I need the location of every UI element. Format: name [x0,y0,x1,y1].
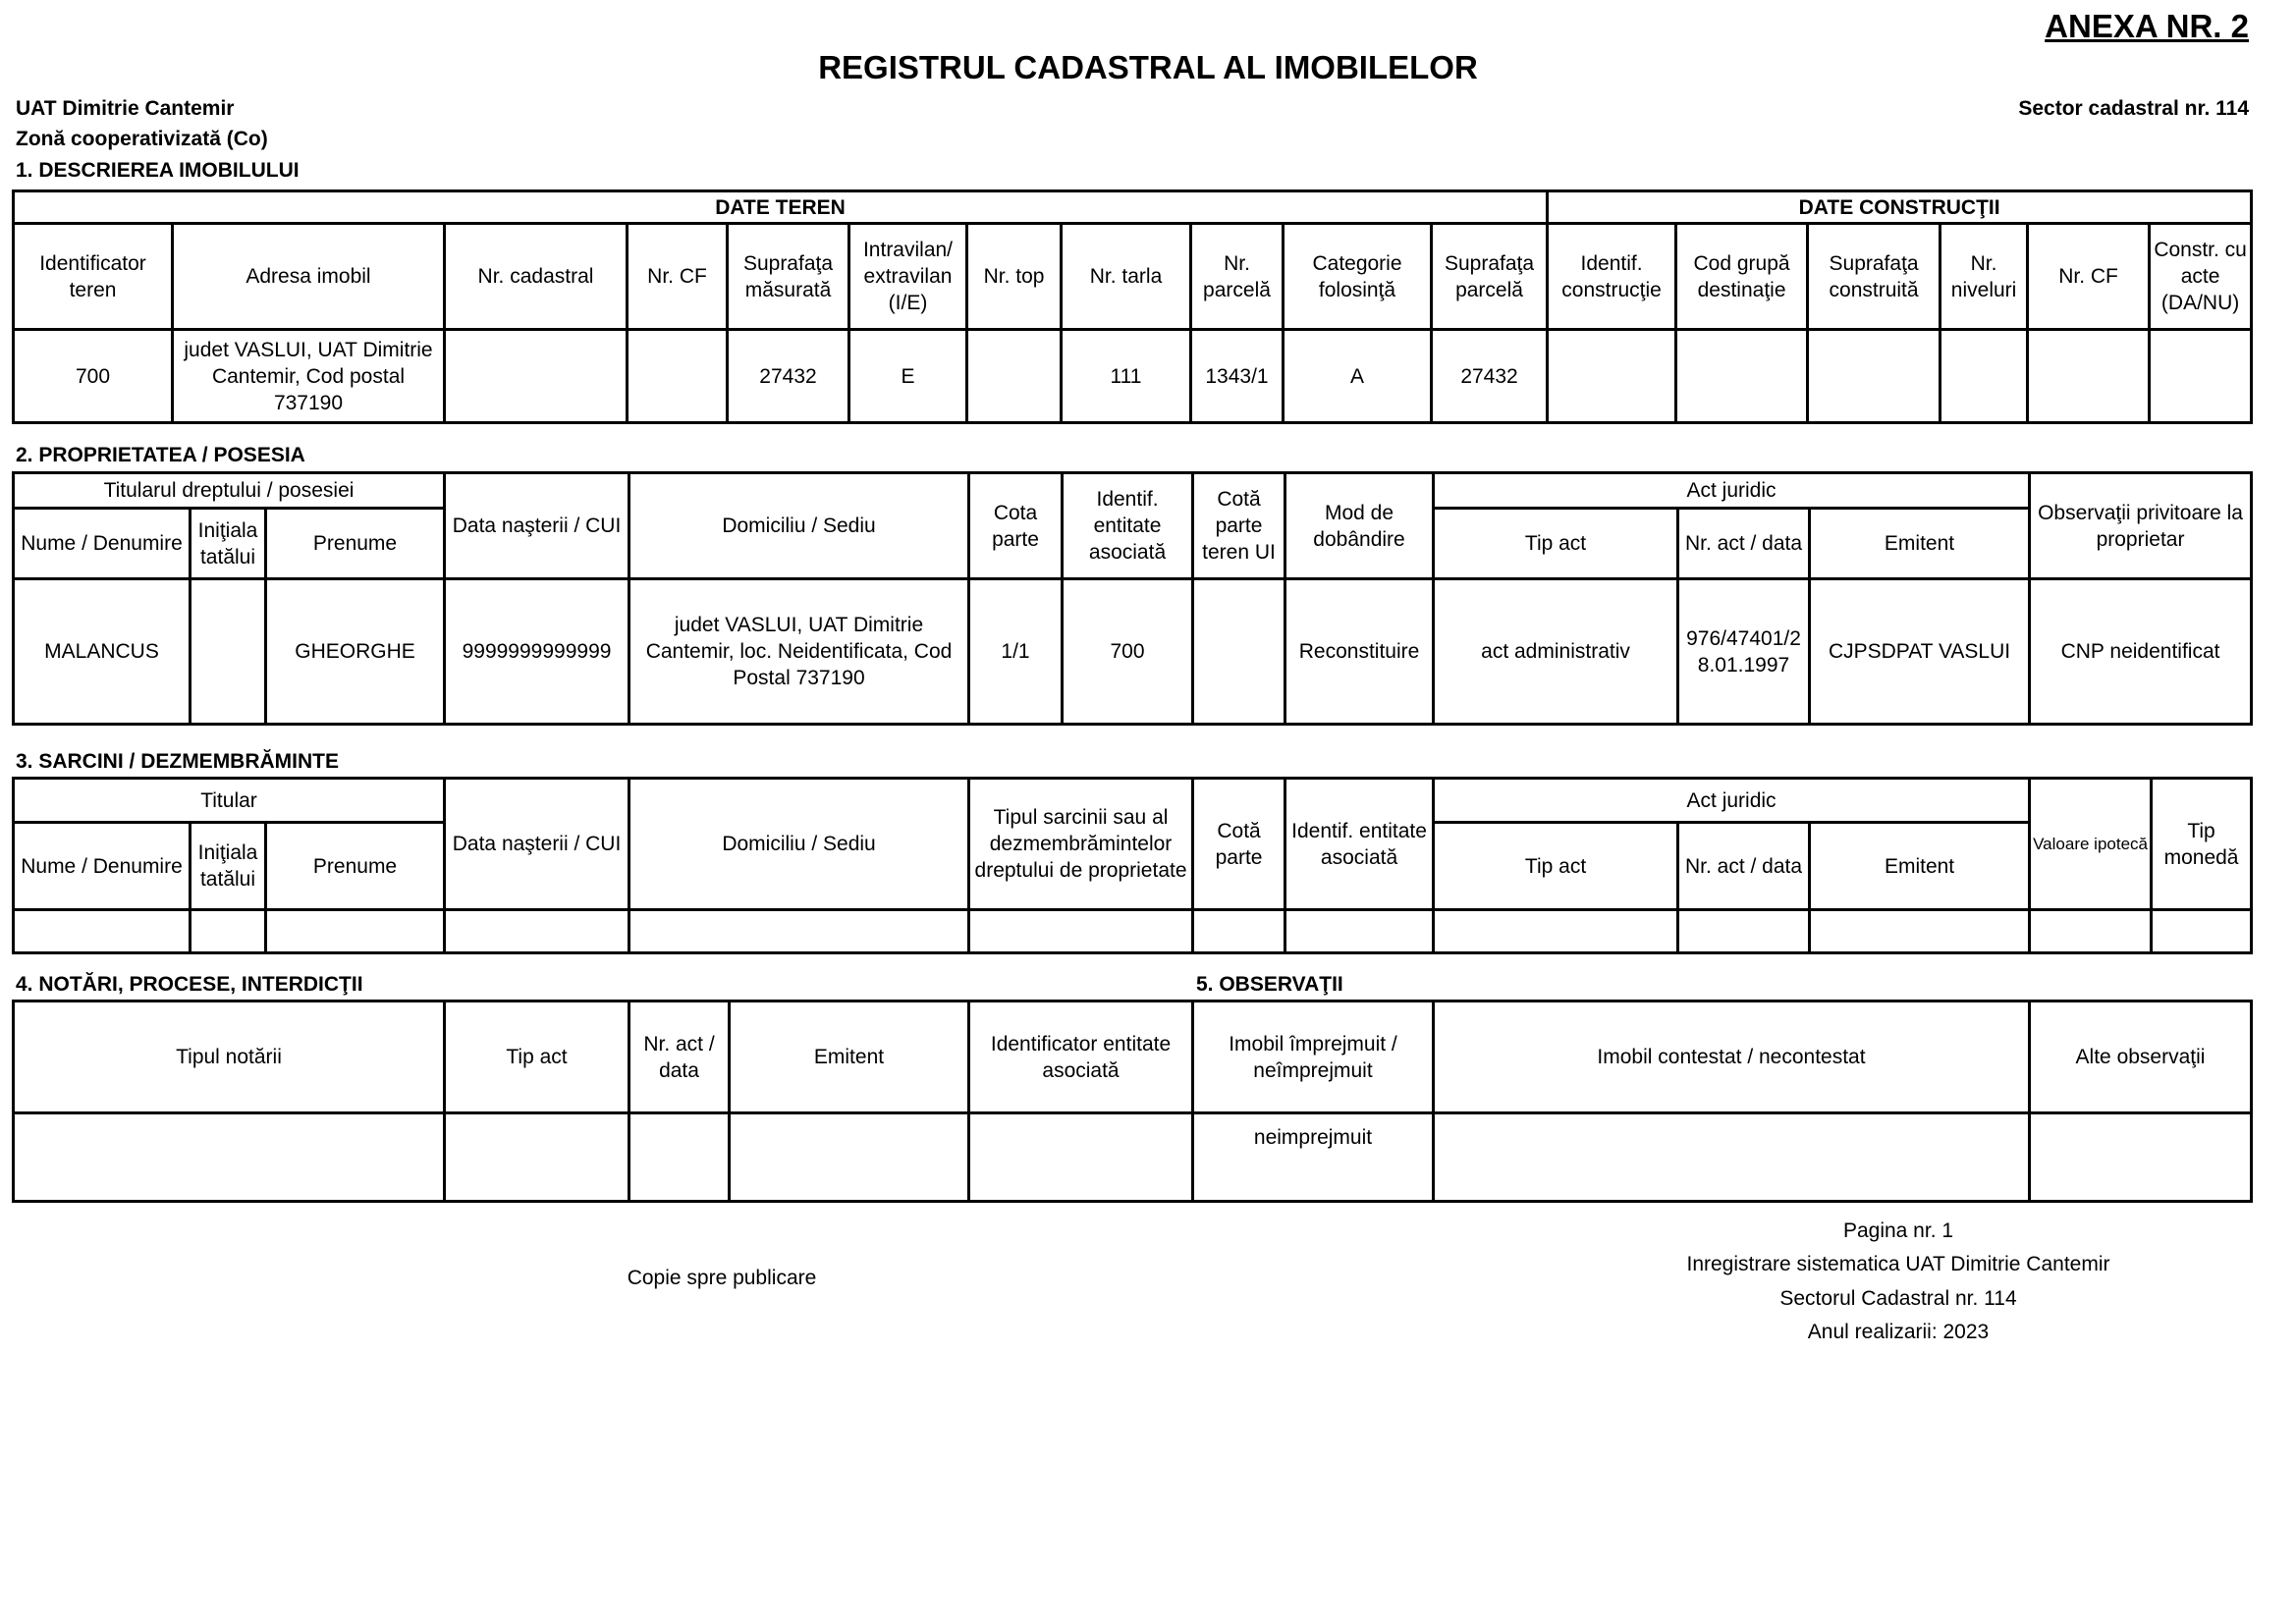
uat-name: UAT Dimitrie Cantemir [16,97,235,120]
col-header: Nr. CF [628,224,728,330]
table-cell: 700 [14,330,173,423]
table-cell [445,910,629,953]
section-3-title: 3. SARCINI / DEZMEMBRĂMINTE [16,750,340,773]
act-juridic-header: Act juridic [1434,779,2030,823]
zone-type: Zonă cooperativizată (Co) [16,128,268,150]
table-cell [1193,579,1285,725]
table-cell [445,330,628,423]
page-title: REGISTRUL CADASTRAL AL IMOBILELOR [818,49,1478,85]
table-cell [1810,910,2030,953]
table-cell [2028,330,2150,423]
col-header: Nr. top [967,224,1062,330]
col-header: Cotă parte teren UI [1193,473,1285,579]
col-header: Nr. CF [2028,224,2150,330]
col-header: Iniţiala tatălui [191,823,266,910]
col-header: Cod grupă destinaţie [1676,224,1808,330]
col-header: Domiciliu / Sediu [629,779,969,910]
table-cell [1941,330,2028,423]
imprejmuit-value: neimprejmuit [1193,1113,1434,1202]
footer-inregistrare: Inregistrare sistematica UAT Dimitrie Cantemir [1686,1253,2110,1275]
sector-number: Sector cadastral nr. 114 [2018,97,2249,120]
table-cell [191,910,266,953]
table-cell: 1/1 [969,579,1063,725]
footer-anul: Anul realizarii: 2023 [1807,1321,1990,1343]
table-cell [1548,330,1676,423]
col-header: Observaţii privitoare la proprietar [2030,473,2252,579]
table-cell: 27432 [728,330,849,423]
table-cell: CJPSDPAT VASLUI [1810,579,2030,725]
table-cell [730,1113,969,1202]
col-header: Emitent [1810,823,2030,910]
col-header: Suprafaţa parcelă [1432,224,1548,330]
col-header: Constr. cu acte (DA/NU) [2150,224,2252,330]
table-cell: 700 [1063,579,1193,725]
table-cell [2030,910,2152,953]
section-1-title: 1. DESCRIEREA IMOBILULUI [16,159,300,182]
ownership-table [12,471,2253,726]
col-header: Nr. parcelă [1191,224,1284,330]
col-header: Identificator teren [14,224,173,330]
col-header: Data naşterii / CUI [445,473,629,579]
date-constructii-header: DATE CONSTRUCŢII [1548,191,2252,224]
section-4-title: 4. NOTĂRI, PROCESE, INTERDICŢII [16,973,363,996]
section-5-title: 5. OBSERVAŢII [1196,973,1343,996]
table-cell [969,910,1193,953]
table-cell [14,910,191,953]
table-cell: Reconstituire [1285,579,1434,725]
col-header: Identif. construcţie [1548,224,1676,330]
table-cell: CNP neidentificat [2030,579,2252,725]
col-header: Tip act [445,1001,629,1113]
table-cell [969,1113,1193,1202]
table-cell [2152,910,2252,953]
col-header: Identif. entitate asociată [1285,779,1434,910]
table-cell [1678,910,1810,953]
col-header: Nr. niveluri [1941,224,2028,330]
act-juridic-header: Act juridic [1434,473,2030,509]
table-cell [1808,330,1941,423]
table-cell [14,1113,445,1202]
col-header: Mod de dobândire [1285,473,1434,579]
encumbrances-table [12,777,2253,954]
table-cell [967,330,1062,423]
section-2-title: 2. PROPRIETATEA / POSESIA [16,444,305,466]
col-header: Nume / Denumire [14,823,191,910]
col-header: Nr. act / data [1678,823,1810,910]
table-cell [628,330,728,423]
col-header: Identificator entitate asociată [969,1001,1193,1113]
col-header: Data naşterii / CUI [445,779,629,910]
titular-header: Titular [14,779,445,823]
col-header: Prenume [266,823,445,910]
col-header: Nr. cadastral [445,224,628,330]
table-cell [1676,330,1808,423]
col-header: Intravilan/ extravilan (I/E) [849,224,967,330]
annex-number: ANEXA NR. 2 [2045,8,2249,44]
table-cell [445,1113,629,1202]
table-cell [1285,910,1434,953]
col-header: Tipul sarcinii sau al dezmembrămintelor dreptului de proprietate [969,779,1193,910]
table-cell: E [849,330,967,423]
table-cell [1434,910,1678,953]
table-cell: 111 [1062,330,1191,423]
footer-pagina: Pagina nr. 1 [1842,1219,1954,1242]
property-description-table [12,189,2253,424]
table-cell: A [1284,330,1432,423]
col-header: Nr. tarla [1062,224,1191,330]
col-header: Adresa imobil [173,224,445,330]
table-cell [191,579,266,725]
col-header: Cotă parte [1193,779,1285,910]
table-cell [2150,330,2252,423]
col-header: Nume / Denumire [14,509,191,579]
table-cell [2030,1113,2252,1202]
col-header: Identif. entitate asociată [1063,473,1193,579]
table-cell: act administrativ [1434,579,1678,725]
footer-copie: Copie spre publicare [627,1267,817,1289]
col-header: Nr. act / data [1678,509,1810,579]
table-cell: 27432 [1432,330,1548,423]
table-cell [266,910,445,953]
col-header: Imobil contestat / necontestat [1434,1001,2030,1113]
col-header: Tip monedă [2152,779,2252,910]
col-header: Prenume [266,509,445,579]
footer-sector: Sectorul Cadastral nr. 114 [1779,1287,2017,1310]
col-header: Tip act [1434,823,1678,910]
col-header: Valoare ipotecă [2030,779,2152,910]
col-header: Tipul notării [14,1001,445,1113]
table-cell: 1343/1 [1191,330,1284,423]
col-header: Categorie folosinţă [1284,224,1432,330]
table-cell: MALANCUS [14,579,191,725]
col-header: Domiciliu / Sediu [629,473,969,579]
table-cell: 976/47401/28.01.1997 [1678,579,1810,725]
table-cell [629,1113,730,1202]
col-header: Alte observaţii [2030,1001,2252,1113]
col-header: Tip act [1434,509,1678,579]
col-header: Imobil împrejmuit / neîmprejmuit [1193,1001,1434,1113]
table-cell: GHEORGHE [266,579,445,725]
col-header: Nr. act / data [629,1001,730,1113]
table-cell: judet VASLUI, UAT Dimitrie Cantemir, Cod postal 737190 [173,330,445,423]
col-header: Suprafaţa măsurată [728,224,849,330]
col-header: Emitent [730,1001,969,1113]
titular-header: Titularul dreptului / posesiei [14,473,445,509]
table-cell [629,910,969,953]
notes-observations-table [12,1000,2253,1203]
col-header: Iniţiala tatălui [191,509,266,579]
date-teren-header: DATE TEREN [14,191,1548,224]
col-header: Cota parte [969,473,1063,579]
table-cell [1434,1113,2030,1202]
table-cell: 9999999999999 [445,579,629,725]
col-header: Emitent [1810,509,2030,579]
col-header: Suprafaţa construită [1808,224,1941,330]
table-cell [1193,910,1285,953]
table-cell: judet VASLUI, UAT Dimitrie Cantemir, loc. Neidentificata, Cod Postal 737190 [629,579,969,725]
